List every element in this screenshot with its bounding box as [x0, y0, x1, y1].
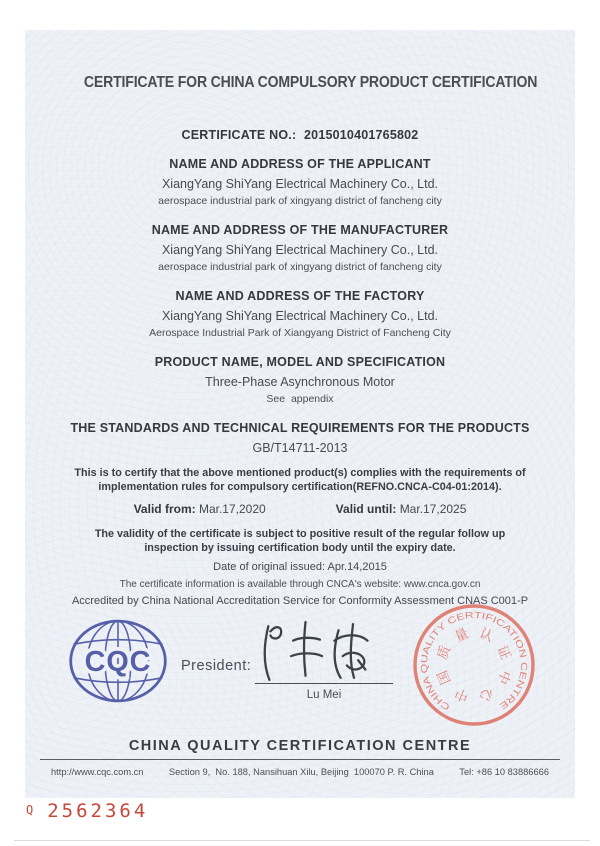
section-heading: NAME AND ADDRESS OF THE APPLICANT: [169, 157, 431, 171]
serial-prefix: Q: [26, 803, 34, 817]
certification-statement: [55, 466, 545, 494]
section-heading: NAME AND ADDRESS OF THE FACTORY: [175, 289, 425, 303]
stamp-cn-char: 认: [476, 625, 496, 646]
cqc-logo-label: CQC: [84, 646, 152, 679]
valid-until: [336, 502, 467, 517]
section-heading: THE STANDARDS AND TECHNICAL REQUIREMENTS FOR THE PRODUCTS: [70, 421, 530, 435]
product-appendix-note: See appendix: [266, 393, 334, 405]
accreditation-note: Accredited by China National Accreditation Service for Conformity Assessment CNAS C001-P: [71, 595, 529, 607]
scan-edge-line: [14, 840, 590, 841]
section-manufacturer: [25, 223, 575, 274]
issuer-website: http://www.cqc.com.cn: [51, 767, 144, 777]
factory-name: XiangYang ShiYang Electrical Machinery Co., Ltd.: [161, 309, 439, 323]
president-label: President:: [181, 658, 252, 674]
manufacturer-name: XiangYang ShiYang Electrical Machinery Co., Ltd.: [161, 243, 439, 257]
stamp-cn-char: 心: [476, 684, 496, 705]
stamp-cn-char: 国: [434, 667, 455, 687]
issuer-phone: Tel: +86 10 83886666: [459, 767, 549, 777]
certificate-number: [25, 128, 575, 142]
stamp-cn-char: 证: [493, 643, 514, 663]
svg-text:CHINA QUALITY CERTIFICATION CE: [419, 610, 529, 713]
footer-divider: [40, 759, 560, 760]
serial-digits: 2562364: [47, 800, 149, 822]
valid-from-label: Valid from:: [133, 502, 196, 516]
stamp-cn-char: 中: [493, 667, 514, 687]
cqc-logo-icon: [67, 616, 169, 706]
serial-number: [26, 800, 148, 822]
valid-from-value: Mar.17,2020: [198, 502, 266, 516]
stamp-cn-char: 量: [452, 625, 472, 646]
president-name: Lu Mei: [306, 689, 342, 701]
valid-until-value: Mar.17,2025: [399, 502, 467, 516]
product-name: Three-Phase Asynchronous Motor: [205, 375, 395, 389]
footer-contact-row: [25, 767, 575, 777]
stamp-cn-char: 中: [452, 684, 472, 705]
stamp-ring-text: CHINA QUALITY CERTIFICATION CENTRE: [418, 609, 530, 713]
issuer-org-name: CHINA QUALITY CERTIFICATION CENTRE: [128, 738, 472, 754]
statement-line2: implementation rules for compulsory certification(REFNO.CNCA-C04-01:2014).: [98, 481, 502, 493]
applicant-address: aerospace industrial park of xingyang district of fancheng city: [158, 195, 442, 207]
follow-up-notice: [80, 527, 520, 555]
president-signature: [247, 620, 395, 684]
certificate-header: [25, 30, 575, 112]
section-factory: [25, 289, 575, 340]
cnca-website-note: The certificate information is available through CNCA's website: www.cnca.gov.cn: [119, 579, 481, 590]
certificate-title: CERTIFICATE FOR CHINA COMPULSORY PRODUCT CERTIFICATION: [83, 74, 538, 91]
standard-code: GB/T14711-2013: [252, 441, 348, 455]
issuer-address: Section 9, No. 188, Nansihuan Xilu, Beijing 100070 P. R. China: [168, 767, 434, 777]
section-applicant: [25, 157, 575, 208]
stamp-cn-char: 质: [434, 643, 455, 663]
valid-from: [134, 502, 266, 517]
certificate-number-label: CERTIFICATE NO.:: [181, 128, 297, 142]
statement-line1: This is to certify that the above mentioned product(s) complies with the requirements of: [74, 467, 526, 479]
cqc-red-stamp: [409, 600, 539, 730]
section-standards: [25, 421, 575, 456]
date-of-original-issue: Date of original issued: Apr.14,2015: [213, 561, 387, 573]
follow-up-line1: The validity of the certificate is subject to positive result of the regular follow up: [94, 528, 506, 540]
manufacturer-address: aerospace industrial park of xingyang district of fancheng city: [158, 261, 442, 273]
section-product: [25, 355, 575, 406]
factory-address: Aerospace Industrial Park of Xiangyang District of Fancheng City: [149, 327, 451, 339]
follow-up-line2: inspection by issuing certification body until the expiry date.: [144, 542, 456, 554]
section-heading: PRODUCT NAME, MODEL AND SPECIFICATION: [154, 355, 446, 369]
certificate-paper: [25, 30, 575, 798]
section-heading: NAME AND ADDRESS OF THE MANUFACTURER: [151, 223, 449, 237]
signature-line: [255, 683, 393, 684]
validity-row: [25, 502, 575, 517]
certificate-number-value: 2015010401765802: [304, 128, 419, 142]
valid-until-label: Valid until:: [335, 502, 397, 516]
applicant-name: XiangYang ShiYang Electrical Machinery Co., Ltd.: [161, 177, 439, 191]
